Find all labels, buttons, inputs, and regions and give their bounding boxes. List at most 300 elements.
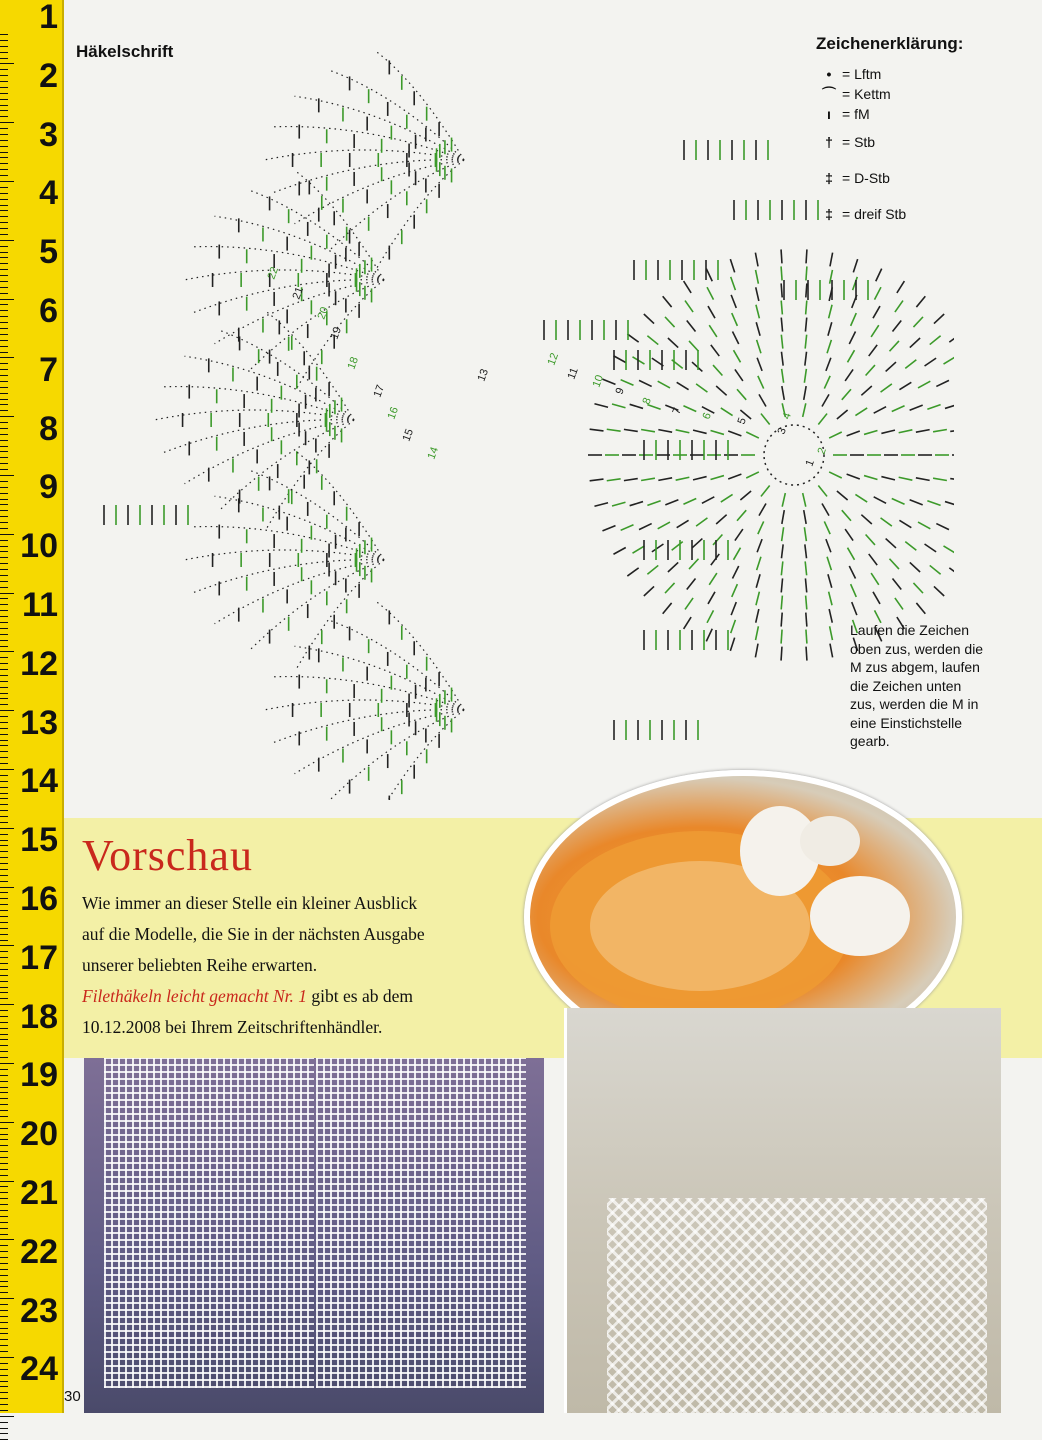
round-number: 8: [640, 396, 654, 407]
ruler-tick: [0, 510, 8, 511]
stitch-mark: [639, 524, 652, 530]
legend-item-stb: † = Stb: [816, 124, 1036, 160]
stitch-mark: [873, 306, 880, 318]
ruler-tick: [0, 869, 8, 870]
ruler-tick: [0, 1398, 8, 1399]
stitch-mark: [781, 630, 782, 644]
ruler-tick: [0, 1139, 8, 1140]
ruler-tick: [0, 146, 8, 147]
ruler-tick: [0, 587, 8, 588]
stitch-mark: [881, 518, 892, 526]
stitch-mark: [755, 644, 758, 658]
ruler-number: 1: [39, 0, 58, 36]
stitch-mark: [602, 526, 615, 531]
ruler-tick: [0, 357, 14, 358]
round-number: 4: [780, 411, 794, 422]
ruler-tick: [0, 205, 8, 206]
stitch-mark: [881, 477, 895, 480]
slip-stitch-icon: ⌒: [822, 86, 836, 102]
stitch-mark: [916, 430, 930, 433]
stitch-mark: [728, 431, 741, 436]
ruler-tick: [0, 1234, 8, 1235]
ruler-number: 4: [39, 174, 58, 213]
ruler-tick: [0, 375, 8, 376]
ruler-tick: [0, 1404, 8, 1405]
stitch-mark: [711, 345, 719, 356]
ruler-tick: [0, 1210, 8, 1211]
ruler-tick: [0, 281, 8, 282]
ruler-tick: [0, 193, 8, 194]
ruler-tick: [0, 1028, 8, 1029]
stitch-mark: [918, 522, 930, 529]
stitch-mark: [805, 335, 806, 349]
ruler-tick: [0, 399, 8, 400]
stitch-mark: [933, 478, 947, 480]
stitch-mark: [818, 414, 827, 425]
stitch-mark: [732, 313, 738, 326]
round-number: 17: [371, 383, 388, 400]
ruler-tick: [0, 987, 8, 988]
stitch-mark: [869, 345, 877, 356]
ruler-tick: [0, 416, 14, 417]
ruler-tick: [0, 346, 8, 347]
ruler-tick: [0, 1004, 14, 1005]
ruler-tick: [0, 175, 8, 176]
ruler-number: 23: [20, 1291, 58, 1330]
ruler-tick: [0, 981, 8, 982]
stitch-mark: [607, 479, 621, 481]
ruler-tick: [0, 1216, 8, 1217]
ruler-tick: [0, 1375, 8, 1376]
ruler-tick: [0, 928, 8, 929]
stitch-mark: [829, 432, 842, 438]
ruler-tick: [0, 1092, 8, 1093]
ruler-tick: [0, 1181, 14, 1182]
stitch-mark: [864, 430, 877, 434]
instruction-note: Laufen die Zeichen oben zus, werden die M zus abgem, laufen die Zeichen unten zus, werden die M in eine Einstichstelle gearb.: [850, 622, 984, 749]
stitch-mark: [905, 360, 916, 369]
stitch-mark: [874, 407, 886, 414]
stitch-mark: [910, 562, 920, 572]
stitch-mark: [708, 306, 715, 318]
round-number: 20: [315, 305, 332, 322]
stitch-mark: [728, 474, 741, 479]
stitch-mark: [624, 479, 638, 481]
ruler-number: 21: [20, 1174, 58, 1212]
ruler-tick: [0, 222, 8, 223]
ruler-tick: [0, 681, 8, 682]
ruler-tick: [0, 898, 8, 899]
ruler-tick: [0, 1016, 8, 1017]
ruler-number: 19: [20, 1056, 58, 1095]
stitch-mark: [830, 626, 833, 640]
ruler-tick: [0, 793, 8, 794]
ruler-tick: [0, 1245, 8, 1246]
stitch-mark: [842, 510, 851, 521]
ruler-tick: [0, 628, 8, 629]
stitch-mark: [847, 474, 860, 479]
stitch-mark: [848, 548, 855, 560]
stitch-mark: [684, 617, 692, 629]
stitch-mark: [804, 386, 806, 400]
ruler-tick: [0, 1128, 8, 1129]
ruler-tick: [0, 1304, 8, 1305]
stitch-mark: [824, 521, 830, 534]
stitch-mark: [804, 369, 806, 383]
ruler-tick: [0, 575, 8, 576]
ruler-tick: [0, 46, 8, 47]
stitch-mark: [757, 557, 761, 570]
ruler-tick: [0, 1316, 8, 1317]
ruler-tick: [0, 99, 8, 100]
lace-tablecloth: [607, 1198, 987, 1413]
stitch-mark: [641, 429, 655, 431]
ruler-tick: [0, 663, 8, 664]
stitch-mark: [707, 610, 713, 622]
ruler-tick: [0, 1069, 8, 1070]
triple-treble-icon: ‡: [825, 206, 833, 222]
stitch-mark: [740, 491, 751, 500]
stitch-mark: [757, 358, 762, 371]
stitch-mark: [647, 336, 658, 345]
ruler-number: 20: [20, 1115, 58, 1154]
ruler-tick: [0, 1333, 8, 1334]
stitch-mark: [781, 578, 782, 592]
ruler-tick: [0, 1057, 8, 1058]
stitch-mark: [761, 414, 770, 425]
stitch-mark: [702, 497, 714, 504]
stitch-mark: [756, 574, 760, 587]
ruler-tick: [0, 369, 8, 370]
ruler-tick: [0, 157, 8, 158]
stitch-mark: [913, 317, 923, 327]
ruler-tick: [0, 1292, 8, 1293]
ruler-tick: [0, 446, 8, 447]
ruler-tick: [0, 422, 8, 423]
stitch-mark: [647, 501, 660, 506]
ruler-tick: [0, 569, 8, 570]
stitch-mark: [692, 362, 702, 371]
stitch-mark: [683, 406, 696, 412]
ruler-tick: [0, 257, 8, 258]
round-number: 10: [590, 373, 607, 390]
ruler-tick: [0, 657, 8, 658]
ruler-tick: [0, 504, 8, 505]
stitch-mark: [641, 478, 655, 480]
stitch-mark: [916, 296, 925, 307]
ruler-tick: [0, 734, 8, 735]
stitch-mark: [874, 497, 886, 504]
stitch-mark: [693, 477, 707, 480]
stitch-mark: [612, 404, 625, 408]
ruler-tick: [0, 393, 8, 394]
stitch-mark: [930, 336, 941, 345]
stitch-mark: [707, 287, 713, 299]
stitch-mark: [612, 502, 625, 506]
stitch-mark: [933, 429, 947, 431]
ruler-tick: [0, 828, 14, 829]
ruler-tick: [0, 1363, 8, 1364]
stitch-mark: [806, 630, 807, 644]
ruler-tick: [0, 304, 8, 305]
ruler-tick: [0, 975, 8, 976]
stitch-mark: [818, 485, 827, 496]
ruler-tick: [0, 940, 8, 941]
ruler-tick: [0, 1357, 14, 1358]
stitch-mark: [934, 314, 944, 324]
ruler-tick: [0, 246, 8, 247]
ruler-tick: [0, 293, 8, 294]
ruler-tick: [0, 716, 8, 717]
ruler-tick: [0, 969, 8, 970]
stitch-mark: [756, 270, 759, 284]
ruler-tick: [0, 1228, 8, 1229]
stitch-mark: [668, 338, 678, 348]
stitch-mark: [668, 562, 678, 572]
ruler-tick: [0, 334, 8, 335]
stitch-mark: [949, 334, 954, 342]
stitch-mark: [822, 503, 829, 515]
stitch-mark: [910, 405, 923, 410]
stitch-mark: [853, 259, 857, 272]
ruler-tick: [0, 1063, 14, 1064]
stitch-mark: [892, 499, 905, 505]
stitch-mark: [845, 369, 853, 381]
stitch-mark: [848, 350, 855, 362]
round-number: 19: [328, 325, 345, 342]
ruler-tick: [0, 1034, 8, 1035]
chain-stitch-icon: •: [826, 66, 832, 82]
ruler-number: 8: [39, 409, 58, 448]
stitch-mark: [806, 266, 807, 280]
round-number: 18: [345, 355, 362, 372]
stitch-mark: [757, 340, 761, 353]
ruler-tick: [0, 834, 8, 835]
ruler-number: 11: [22, 586, 58, 624]
page-number: 30: [64, 1388, 81, 1405]
stitch-mark: [665, 500, 678, 505]
ruler-number: 14: [20, 762, 58, 801]
stitch-mark: [847, 431, 860, 436]
round-number: 12: [545, 351, 562, 368]
ruler-tick: [0, 769, 14, 770]
round-number: 6: [700, 411, 714, 422]
ruler-tick: [0, 763, 8, 764]
stitch-mark: [658, 430, 672, 433]
ruler-tick: [0, 646, 8, 647]
ruler-tick: [0, 316, 8, 317]
stitch-mark: [716, 515, 726, 524]
round-number: 15: [400, 427, 417, 444]
ruler-tick: [0, 1422, 8, 1423]
stitch-mark: [781, 318, 782, 332]
ruler-tick: [0, 540, 8, 541]
stitch-mark: [644, 586, 654, 596]
stitch-mark: [930, 565, 941, 574]
stitch-mark: [687, 321, 696, 332]
stitch-mark: [873, 592, 880, 604]
stitch-mark: [927, 405, 940, 410]
stitch-mark: [613, 547, 625, 554]
ruler-tick: [0, 922, 8, 923]
ruler-tick: [0, 287, 8, 288]
chain-arc: [264, 700, 464, 710]
ruler-tick: [0, 134, 8, 135]
stitch-mark: [855, 408, 867, 416]
ruler-tick: [0, 857, 8, 858]
stitch-mark: [864, 476, 877, 480]
ruler-tick: [0, 1269, 8, 1270]
ruler-tick: [0, 163, 8, 164]
stitch-mark: [945, 502, 954, 506]
stitch-mark: [910, 500, 923, 505]
ruler-tick: [0, 122, 14, 123]
ruler-tick: [0, 1010, 8, 1011]
ruler-tick: [0, 1322, 8, 1323]
ruler-tick: [0, 1051, 8, 1052]
ruler-tick: [0, 522, 8, 523]
chain-arc: [184, 550, 384, 560]
ruler-tick: [0, 1039, 8, 1040]
ruler-tick: [0, 1192, 8, 1193]
ruler-tick: [0, 1345, 8, 1346]
chain-arc: [331, 710, 464, 799]
ruler-tick: [0, 1163, 8, 1164]
stitch-mark: [899, 430, 913, 433]
ruler-tick: [0, 622, 8, 623]
stitch-mark: [685, 598, 693, 609]
ruler-tick: [0, 781, 8, 782]
ruler-tick: [0, 328, 8, 329]
stitch-mark: [886, 539, 896, 548]
ruler-tick: [0, 440, 8, 441]
ruler-tick: [0, 493, 8, 494]
ruler-tick: [0, 634, 8, 635]
ruler-tick: [0, 698, 8, 699]
ruler-number: 7: [39, 350, 58, 389]
ruler-tick: [0, 957, 8, 958]
ruler-tick: [0, 1098, 8, 1099]
chain-arc: [331, 160, 464, 249]
ruler-tick: [0, 551, 8, 552]
ruler-tick: [0, 52, 8, 53]
stitch-mark: [806, 613, 807, 627]
stitch-mark: [876, 269, 882, 282]
stitch-mark: [828, 574, 832, 587]
ruler-tick: [0, 675, 8, 676]
stitch-mark: [918, 381, 930, 388]
ruler-tick: [0, 745, 8, 746]
stitch-mark: [927, 501, 940, 506]
stitch-mark: [758, 376, 764, 389]
stitch-mark: [781, 266, 782, 280]
ruler-tick: [0, 651, 14, 652]
stitch-mark: [895, 598, 903, 609]
round-number: 11: [565, 366, 581, 382]
stitch-mark: [824, 376, 830, 389]
stitch-mark: [756, 287, 759, 301]
preview-heading: Vorschau: [82, 831, 253, 880]
ruler-tick: [0, 1022, 8, 1023]
symbol-legend: [816, 34, 1036, 232]
stitch-mark: [594, 404, 608, 407]
stitch-mark: [633, 546, 645, 553]
ruler-tick: [0, 804, 8, 805]
legend-item-kettm: ⌒ = Kettm: [816, 84, 1036, 104]
stitch-mark: [782, 527, 784, 541]
stitch-mark: [731, 602, 736, 615]
stitch-mark: [782, 386, 784, 400]
ruler-tick: [0, 640, 8, 641]
stitch-mark: [658, 478, 672, 481]
stitch-mark: [676, 430, 690, 433]
ruler-tick: [0, 87, 8, 88]
ruler-tick: [0, 1157, 8, 1158]
ruler-tick: [0, 822, 8, 823]
stitch-mark: [732, 331, 738, 344]
stitch-mark: [829, 305, 832, 319]
ruler-tick: [0, 528, 8, 529]
chain-arc: [264, 150, 464, 160]
ruler-tick: [0, 1351, 8, 1352]
stitch-mark: [758, 521, 764, 534]
stitch-mark: [892, 406, 905, 412]
center-ring: [764, 425, 824, 485]
ruler-tick: [0, 1104, 8, 1105]
ruler-tick: [0, 404, 8, 405]
stitch-mark: [826, 539, 831, 552]
stitch-mark: [899, 382, 911, 389]
ruler-tick: [0, 704, 8, 705]
ruler-tick: [0, 1081, 8, 1082]
curtain-panel-right: [316, 1058, 526, 1388]
stitch-mark: [781, 301, 782, 315]
stitch-mark: [781, 647, 782, 661]
treble-crochet-icon: ‡: [825, 170, 833, 186]
stitch-mark: [851, 584, 857, 597]
ruler-number: 3: [39, 115, 58, 154]
stitch-mark: [746, 432, 759, 438]
stitch-mark: [711, 430, 724, 434]
stitch-mark: [925, 544, 937, 552]
ruler-tick: [0, 1257, 8, 1258]
ruler-tick: [0, 851, 8, 852]
ruler-tick: [0, 210, 8, 211]
ruler-tick: [0, 1198, 8, 1199]
ruler-tick: [0, 604, 8, 605]
stitch-mark: [706, 629, 712, 642]
stitch-mark: [861, 515, 871, 524]
stitch-mark: [829, 592, 832, 606]
ruler-tick: [0, 775, 8, 776]
ruler-number: 16: [20, 880, 58, 918]
stitch-mark: [866, 365, 875, 375]
ruler-tick: [0, 887, 14, 888]
stitch-mark: [731, 620, 736, 633]
stitch-mark: [916, 478, 930, 481]
ruler-tick: [0, 934, 8, 935]
stitch-mark: [881, 384, 892, 392]
ruler-tick: [0, 1251, 8, 1252]
stitch-mark: [910, 338, 920, 348]
ruler-number: 22: [20, 1232, 58, 1271]
ruler-tick: [0, 998, 8, 999]
stitch-mark: [759, 503, 766, 515]
stitch-mark: [869, 554, 877, 565]
stitch-mark: [806, 596, 807, 610]
filet-curtain-photo: [84, 1058, 544, 1413]
stitch-mark: [805, 544, 807, 558]
